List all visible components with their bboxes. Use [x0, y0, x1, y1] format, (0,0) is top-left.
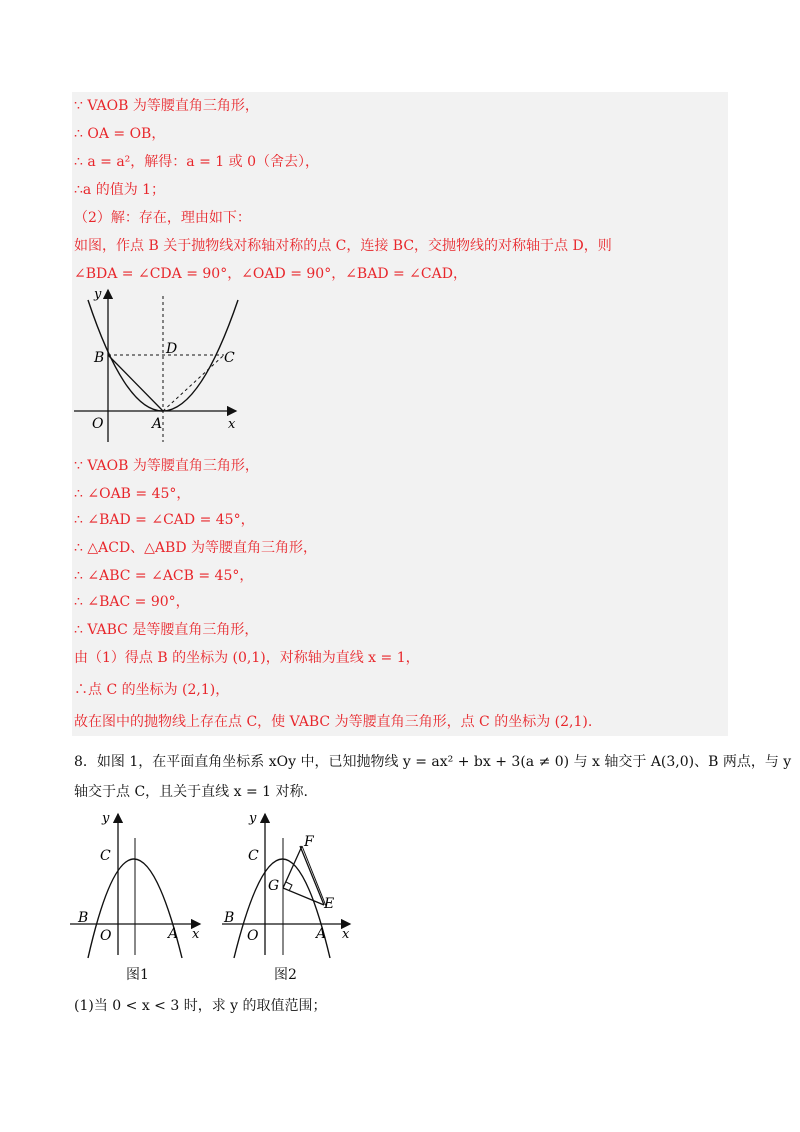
label-o: O: [100, 928, 112, 944]
figure-1-caption: 图1: [126, 967, 149, 983]
label-c: C: [100, 848, 111, 864]
problem-8-text-cont: 轴交于点 C，且关于直线 x = 1 对称.: [74, 784, 308, 800]
label-x: x: [342, 927, 350, 942]
label-f: F: [304, 834, 314, 850]
solution-line: ∴ ∠ABC = ∠ACB = 45°，: [74, 568, 254, 584]
solution-line: ∴ ∠OAB = 45°，: [74, 486, 191, 502]
segment-ab: [108, 355, 163, 411]
label-d: D: [166, 341, 178, 357]
solution-line: ∴a 的值为 1；: [74, 182, 166, 198]
label-o: O: [247, 928, 259, 944]
question-1: (1)当 0 < x < 3 时，求 y 的取值范围；: [74, 998, 327, 1014]
label-x: x: [192, 927, 200, 942]
segment-gf: [283, 846, 302, 888]
label-y: y: [102, 811, 110, 826]
solution-figure: [74, 282, 254, 450]
problem-8-figure-2: [222, 810, 362, 960]
label-o: O: [92, 416, 104, 432]
label-c: C: [248, 848, 259, 864]
segment-ac: [163, 355, 224, 411]
label-y: y: [249, 811, 257, 826]
label-b: B: [94, 350, 105, 366]
solution-line: ∴点 C 的坐标为 (2,1)，: [74, 682, 230, 698]
label-b: B: [78, 910, 89, 926]
solution-line: ∴ △ACD、△ABD 为等腰直角三角形，: [74, 540, 318, 556]
problem-8-text: 8．如图 1，在平面直角坐标系 xOy 中，已知抛物线 y = ax² + bx + 3(a ≠ 0) 与 x 轴交于 A(3,0)、B 两点，与 y: [74, 754, 792, 770]
solution-line: ∴ ∠BAC = 90°，: [74, 594, 190, 610]
label-y: y: [94, 287, 102, 302]
solution-line: 故在图中的抛物线上存在点 C，使 VABC 为等腰直角三角形，点 C 的坐标为 (2,1).: [74, 714, 593, 730]
solution-line: 由（1）得点 B 的坐标为 (0,1)，对称轴为直线 x = 1，: [74, 650, 420, 666]
solution-line: ∴ OA = OB，: [74, 126, 166, 142]
solution-line: ∵ VAOB 为等腰直角三角形，: [74, 458, 259, 474]
label-g: G: [268, 878, 280, 894]
solution-line: ∠BDA = ∠CDA = 90°，∠OAD = 90°，∠BAD = ∠CAD，: [74, 266, 467, 282]
solution-line: ∴ a = a²，解得：a = 1 或 0（舍去），: [74, 154, 319, 170]
solution-line: ∴ ∠BAD = ∠CAD = 45°，: [74, 512, 255, 528]
solution-line: ∵ VAOB 为等腰直角三角形，: [74, 98, 259, 114]
label-c: C: [224, 350, 235, 366]
solution-line: 如图，作点 B 关于抛物线对称轴对称的点 C，连接 BC，交抛物线的对称轴于点 D，则: [74, 238, 612, 254]
label-x: x: [228, 417, 236, 432]
label-a: A: [168, 926, 179, 942]
solution-line: （2）解：存在，理由如下：: [74, 210, 251, 226]
solution-line: ∴ VABC 是等腰直角三角形，: [74, 622, 259, 638]
figure-2-caption: 图2: [274, 967, 297, 983]
label-e: E: [324, 896, 335, 912]
label-b: B: [224, 910, 235, 926]
label-a: A: [152, 416, 163, 432]
label-a: A: [316, 926, 327, 942]
problem-8-figure-1: [70, 810, 210, 960]
